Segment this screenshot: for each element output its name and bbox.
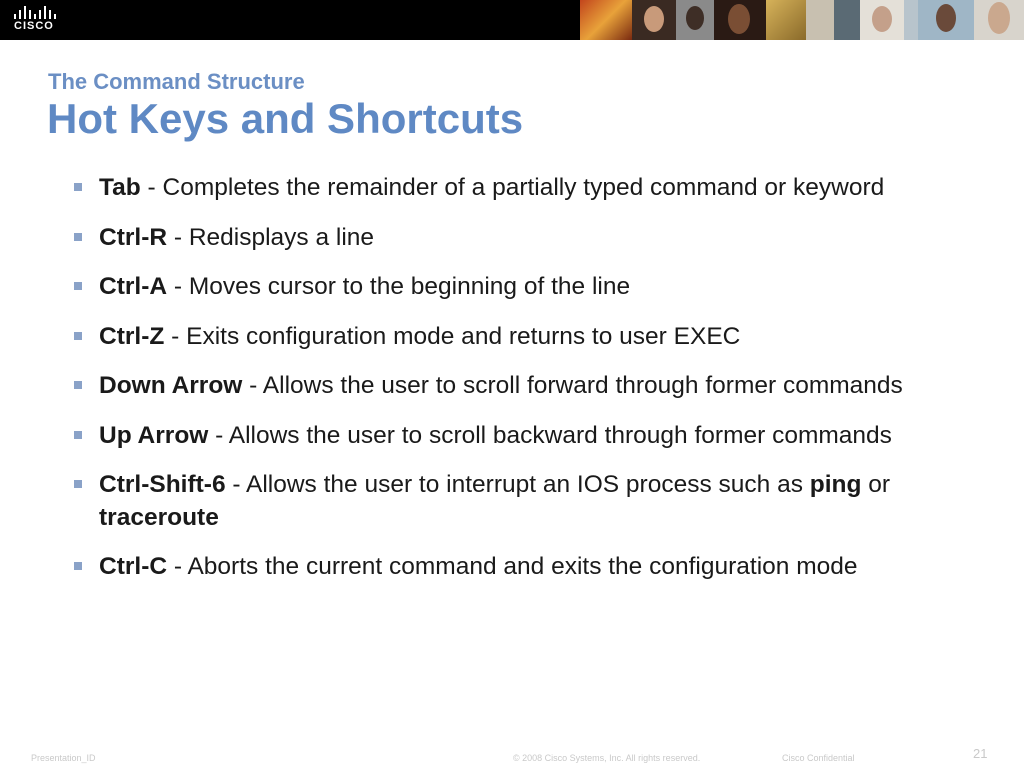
bullet-ctrl-r xyxy=(74,222,914,255)
bullet-connector: or xyxy=(861,471,891,498)
logo-text: CISCO xyxy=(14,20,54,32)
bullet-square-icon xyxy=(74,183,82,191)
bullet-ctrl-z xyxy=(74,321,914,354)
page-number: 21 xyxy=(973,746,988,761)
bullet-command-traceroute: traceroute xyxy=(99,503,219,531)
bullet-square-icon xyxy=(74,431,82,439)
bullet-ctrl-c xyxy=(74,551,914,584)
bullet-square-icon xyxy=(74,332,82,340)
header-banner xyxy=(0,0,1024,40)
bullet-key: Ctrl-R xyxy=(99,223,168,251)
bullet-command-ping: ping xyxy=(809,471,862,498)
photo-tile xyxy=(632,0,676,40)
cisco-bars-icon xyxy=(14,5,58,19)
bullet-ctrl-shift-6 xyxy=(74,469,914,534)
bullet-description: - Completes the remainder of a partially typed command or keyword xyxy=(140,174,885,201)
bullet-description: - Aborts the current command and exits the configuration mode xyxy=(167,553,858,580)
bullet-square-icon xyxy=(74,233,82,241)
bullet-description: - Moves cursor to the beginning of the line xyxy=(167,273,631,300)
bullet-description: - Allows the user to interrupt an IOS process such as xyxy=(225,471,810,498)
bullet-key: Ctrl-C xyxy=(99,553,168,580)
bullet-key: Down Arrow xyxy=(99,372,243,399)
bullet-key: Up Arrow xyxy=(99,421,209,449)
photo-tile xyxy=(904,0,918,40)
slide-subtitle: The Command Structure xyxy=(48,69,305,94)
bullet-tab xyxy=(74,172,914,205)
photo-strip xyxy=(580,0,1024,40)
shortcut-list xyxy=(74,172,914,601)
bullet-square-icon xyxy=(74,282,82,290)
bullet-description: - Exits configuration mode and returns to user EXEC xyxy=(164,322,741,350)
photo-tile xyxy=(918,0,974,40)
footer-copyright: © 2008 Cisco Systems, Inc. All rights reserved. xyxy=(513,753,701,763)
bullet-down-arrow xyxy=(74,370,914,403)
bullet-key: Tab xyxy=(99,174,141,201)
photo-tile xyxy=(806,0,834,40)
bullet-square-icon xyxy=(74,381,82,389)
bullet-description: - Allows the user to scroll backward through former commands xyxy=(208,421,892,449)
bullet-up-arrow xyxy=(74,420,914,453)
photo-tile xyxy=(834,0,860,40)
footer-confidential: Cisco Confidential xyxy=(782,753,855,763)
bullet-ctrl-a xyxy=(74,271,914,304)
bullet-key: Ctrl-Z xyxy=(99,322,165,350)
bullet-key: Ctrl-Shift-6 xyxy=(99,471,226,498)
bullet-description: - Redisplays a line xyxy=(167,223,375,251)
photo-tile xyxy=(974,0,1024,40)
photo-tile xyxy=(580,0,632,40)
bullet-square-icon xyxy=(74,480,82,488)
bullet-description: - Allows the user to scroll forward through former commands xyxy=(242,372,903,399)
footer-presentation-id: Presentation_ID xyxy=(31,753,96,763)
bullet-key: Ctrl-A xyxy=(99,273,168,300)
cisco-logo xyxy=(14,5,58,35)
photo-tile xyxy=(714,0,766,40)
photo-tile xyxy=(676,0,714,40)
slide-title: Hot Keys and Shortcuts xyxy=(47,95,524,142)
bullet-square-icon xyxy=(74,562,82,570)
photo-tile xyxy=(766,0,806,40)
photo-tile xyxy=(860,0,904,40)
